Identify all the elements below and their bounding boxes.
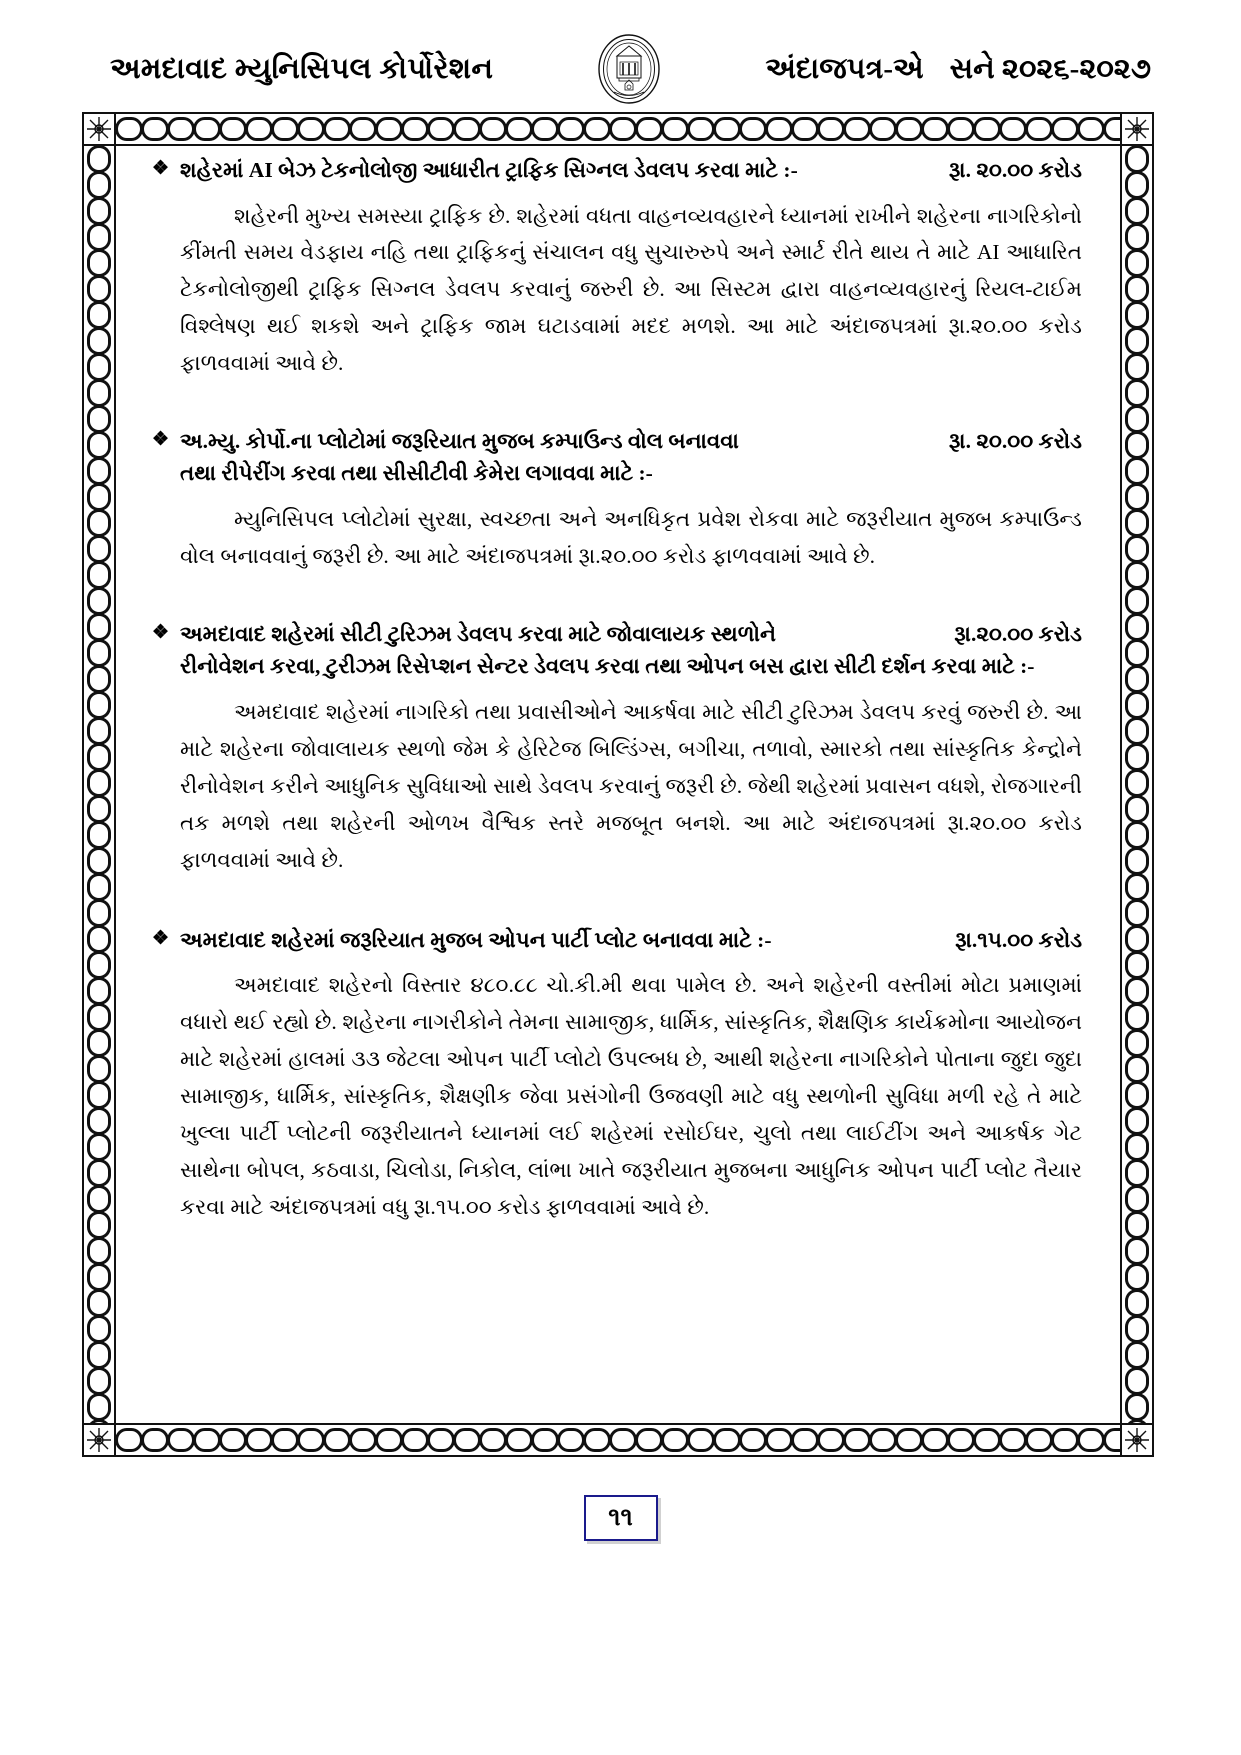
chain-link [219, 1428, 247, 1452]
chain-link [869, 117, 897, 141]
chain-link [661, 1428, 689, 1452]
chain-link [87, 197, 111, 225]
chain-link [1125, 431, 1149, 459]
chain-link [245, 117, 273, 141]
chain-link [583, 117, 611, 141]
chain-link [1125, 197, 1149, 225]
chain-link [219, 117, 247, 141]
chain-link [1125, 665, 1149, 693]
chain-link [1051, 1428, 1079, 1452]
chain-link [87, 1289, 111, 1317]
chain-link [87, 613, 111, 641]
chain-link [87, 717, 111, 745]
chain-link [1125, 457, 1149, 485]
chain-link [947, 117, 975, 141]
chain-link [427, 1428, 455, 1452]
chain-link [1125, 1055, 1149, 1083]
budget-item-title: અમદાવાદ શહેરમાં જરૂરિયાત મુજબ ઓપન પાર્ટી પ્લોટ બનાવવા માટે :- [180, 927, 772, 952]
chain-link [973, 117, 1001, 141]
chain-left [86, 146, 112, 1423]
chain-top [116, 116, 1120, 142]
chain-link [1125, 146, 1149, 173]
chain-link [87, 691, 111, 719]
corner-ornament-top-right [1120, 112, 1154, 146]
chain-link [1125, 1341, 1149, 1369]
chain-link [87, 457, 111, 485]
chain-link [1077, 117, 1105, 141]
chain-link [375, 1428, 403, 1452]
chain-link [1125, 483, 1149, 511]
chain-link [87, 1185, 111, 1213]
chain-link [427, 117, 455, 141]
chain-link [1125, 249, 1149, 277]
chain-link [87, 171, 111, 199]
chain-link [87, 925, 111, 953]
chain-link [1077, 1428, 1105, 1452]
corner-ornament-bottom-left [82, 1423, 116, 1457]
budget-item-amount: રૂા. ૨૦.૦૦ કરોડ [948, 158, 1082, 182]
header-organization-title: અમદાવાદ મ્યુનિસિપલ કોર્પોરેશન [110, 52, 494, 85]
chain-link [87, 509, 111, 537]
corner-ornament-bottom-right [1120, 1423, 1154, 1457]
chain-link [1025, 117, 1053, 141]
budget-item [152, 155, 1082, 382]
chain-link [349, 117, 377, 141]
chain-link [635, 1428, 663, 1452]
chain-link [193, 117, 221, 141]
chain-link [1125, 1159, 1149, 1187]
budget-item-amount: રૂા.૧૫.૦૦ કરોડ [955, 927, 1082, 952]
chain-link [1125, 899, 1149, 927]
budget-item-title: અ.મ્યુ. કોર્પો.ના પ્લોટોમાં જરૂરિયાત મુજબ કમ્પાઉન્ડ વોલ બનાવવા [180, 429, 739, 454]
budget-item-amount: રૂા. ૨૦.૦૦ કરોડ [948, 429, 1082, 454]
chain-link [1125, 405, 1149, 433]
chain-link [1125, 561, 1149, 589]
chain-link [297, 117, 325, 141]
budget-item-description: શહેરની મુખ્ય સમસ્યા ટ્રાફિક છે. શહેરમાં વધતા વાહનવ્યવહારને ધ્યાનમાં રાખીને શહેરના નાગરિકોનો કીંમતી સમય વેડફાય નહિ તથા ટ્રાફિકનું સંચાલન વધુ સુચારુરુપે અને સ્માર્ટ રીતે થાય તે માટે AI આધારિત ટેકનોલોજીથી ટ્રાફિક સિગ્નલ ડેવલપ કરવાનું જરુરી છે. આ સિસ્ટમ દ્વારા વાહનવ્યવહારનું રિયલ-ટાઈમ વિશ્લેષણ થઈ શકશે અને ટ્રાફિક જામ ઘટાડવામાં મદદ મળશે. આ માટે અંદાજપત્રમાં રૂા.૨૦.૦૦ કરોડ ફાળવવામાં આવે છે. [180, 203, 1082, 376]
chain-link [141, 117, 169, 141]
chain-link [609, 117, 637, 141]
chain-link [87, 795, 111, 823]
chain-link [87, 301, 111, 329]
chain-link [1125, 873, 1149, 901]
chain-link [87, 587, 111, 615]
chain-link [1051, 117, 1079, 141]
chain-link [1125, 587, 1149, 615]
amc-emblem-icon [592, 32, 666, 106]
chain-link [87, 1237, 111, 1265]
chain-link [271, 1428, 299, 1452]
chain-link [1125, 743, 1149, 771]
chain-link [1125, 1107, 1149, 1135]
chain-link [87, 899, 111, 927]
chain-link [245, 1428, 273, 1452]
chain-link [349, 1428, 377, 1452]
budget-item-title: અમદાવાદ શહેરમાં સીટી ટુરિઝમ ડેવલપ કરવા માટે જોવાલાયક સ્થળોને [180, 622, 776, 647]
chain-link [1125, 925, 1149, 953]
budget-item [152, 619, 1082, 879]
chain-link [87, 1263, 111, 1291]
header-budget-title [765, 53, 1151, 86]
budget-item-description: અમદાવાદ શહેરનો વિસ્તાર ૪૮૦.૮૮ ચો.કી.મી થવા પામેલ છે. અને શહેરની વસ્તીમાં મોટા પ્રમાણમાં વધારો થઈ રહ્યો છે. શહેરના નાગરીકોને તેમના સામાજીક, ધાર્મિક, સાંસ્કૃતિક, શૈક્ષણિક કાર્યક્રમોના આયોજન માટે શહેરમાં હાલમાં ૩૩ જેટલા ઓપન પાર્ટી પ્લોટો ઉપલ્બધ છે, આથી શહેરના નાગરિકોને પોતાના જુદા જુદા સામાજીક, ધાર્મિક, સાંસ્કૃતિક, શૈક્ષણીક જેવા પ્રસંગોની ઉજવણી માટે વધુ સ્થળોની સુવિધા મળી રહે તે માટે ખુલ્લા પાર્ટી પ્લોટની જરૂરીયાતને ધ્યાનમાં લઈ શહેરમાં રસોઈઘર, ચુલો તથા લાઈટીંગ અને આકર્ષક ગેટ સાથેના બોપલ, કઠવાડા, ચિલોડા, નિકોલ, લાંભા ખાતે જરૂરીયાત મુજબના આધુનિક ઓપન પાર્ટી પ્લોટ તૈયાર કરવા માટે અંદાજપત્રમાં વધુ રૂા.૧૫.૦૦ કરોડ ફાળવવામાં આવે છે. [180, 973, 1082, 1219]
chain-link [87, 379, 111, 407]
chain-link [87, 223, 111, 251]
chain-link [765, 1428, 793, 1452]
chain-link [739, 1428, 767, 1452]
chain-link [1125, 717, 1149, 745]
chain-link [87, 353, 111, 381]
chain-link [843, 1428, 871, 1452]
chain-link [87, 1133, 111, 1161]
budget-item-heading [152, 619, 1082, 650]
chain-link [687, 117, 715, 141]
chain-link [141, 1428, 169, 1452]
header-budget-year: સને ૨૦૨૬-૨૦૨૭ [949, 52, 1151, 85]
budget-item-title: શહેરમાં AI બેઝ ટેકનોલોજી આધારીત ટ્રાફિક સિગ્નલ ડેવલપ કરવા માટે :- [180, 158, 798, 182]
chain-link [193, 1428, 221, 1452]
chain-link [87, 769, 111, 797]
chain-link [921, 1428, 949, 1452]
chain-link [323, 1428, 351, 1452]
budget-item-amount: રૂા.૨૦.૦૦ કરોડ [954, 622, 1082, 647]
budget-item-heading [152, 155, 1082, 186]
chain-link [531, 117, 559, 141]
chain-link [713, 117, 741, 141]
chain-link [87, 847, 111, 875]
header-budget-label: અંદાજપત્ર-એ [765, 52, 924, 85]
chain-link [999, 117, 1027, 141]
chain-link [375, 117, 403, 141]
chain-link [87, 249, 111, 277]
chain-link [583, 1428, 611, 1452]
chain-link [116, 117, 143, 141]
chain-link [869, 1428, 897, 1452]
chain-link [765, 117, 793, 141]
chain-link [1125, 1289, 1149, 1317]
chain-link [87, 1159, 111, 1187]
chain-link [1103, 1428, 1120, 1452]
chain-link [999, 1428, 1027, 1452]
chain-link [401, 1428, 429, 1452]
budget-item-subtitle: રીનોવેશન કરવા, ટુરીઝમ રિસેપ્શન સેન્ટર ડેવલપ કરવા તથા ઓપન બસ દ્વારા સીટી દર્શન કરવા માટે :- [180, 653, 1035, 678]
chain-link [453, 1428, 481, 1452]
budget-item-heading [152, 925, 1082, 956]
chain-bottom [116, 1427, 1120, 1453]
chain-link [167, 117, 195, 141]
chain-link [1125, 275, 1149, 303]
budget-items-list [152, 155, 1082, 1252]
chain-link [1125, 353, 1149, 381]
chain-link [1125, 1367, 1149, 1395]
chain-link [401, 117, 429, 141]
chain-link [297, 1428, 325, 1452]
chain-link [1125, 1315, 1149, 1343]
bullet-icon: ❖ [152, 622, 170, 644]
budget-item [152, 925, 1082, 1226]
page-header [110, 30, 1151, 108]
bullet-icon: ❖ [152, 429, 170, 451]
chain-link [87, 1341, 111, 1369]
chain-link [1125, 223, 1149, 251]
chain-link [505, 117, 533, 141]
chain-link [1125, 795, 1149, 823]
chain-link [1025, 1428, 1053, 1452]
chain-link [1125, 1133, 1149, 1161]
budget-item [152, 426, 1082, 575]
chain-link [1125, 613, 1149, 641]
chain-link [1125, 977, 1149, 1005]
chain-link [661, 117, 689, 141]
chain-link [87, 1029, 111, 1057]
chain-link [687, 1428, 715, 1452]
chain-link [87, 873, 111, 901]
chain-link [271, 117, 299, 141]
chain-link [87, 1081, 111, 1109]
chain-link [635, 117, 663, 141]
chain-link [87, 483, 111, 511]
chain-link [557, 1428, 585, 1452]
chain-link [479, 1428, 507, 1452]
chain-link [87, 405, 111, 433]
chain-link [87, 1393, 111, 1421]
chain-link [87, 977, 111, 1005]
chain-link [1125, 1263, 1149, 1291]
chain-link [1125, 769, 1149, 797]
chain-link [87, 951, 111, 979]
chain-link [1125, 1185, 1149, 1213]
chain-link [531, 1428, 559, 1452]
chain-link [1125, 509, 1149, 537]
chain-link [791, 117, 819, 141]
chain-link [87, 743, 111, 771]
chain-link [87, 1211, 111, 1239]
chain-link [87, 146, 111, 173]
chain-link [895, 117, 923, 141]
chain-link [479, 117, 507, 141]
budget-item-heading [152, 426, 1082, 457]
chain-link [1103, 117, 1120, 141]
chain-link [1125, 639, 1149, 667]
chain-link [87, 431, 111, 459]
chain-link [739, 117, 767, 141]
chain-link [87, 275, 111, 303]
chain-link [1125, 821, 1149, 849]
chain-link [1125, 1237, 1149, 1265]
chain-link [87, 1367, 111, 1395]
chain-link [87, 665, 111, 693]
chain-link [167, 1428, 195, 1452]
chain-link [947, 1428, 975, 1452]
chain-link [87, 1055, 111, 1083]
bullet-icon: ❖ [152, 158, 170, 179]
budget-item-subtitle: તથા રીપેરીંગ કરવા તથા સીસીટીવી કેમેરા લગાવવા માટે :- [180, 460, 653, 485]
page-number: ૧૧ [608, 1504, 633, 1531]
chain-link [87, 639, 111, 667]
chain-link [1125, 379, 1149, 407]
chain-link [1125, 1393, 1149, 1421]
budget-item-description: અમદાવાદ શહેરમાં નાગરિકો તથા પ્રવાસીઓને આકર્ષવા માટે સીટી ટુરિઝમ ડેવલપ કરવું જરુરી છે. આ માટે શહેરના જોવાલાયક સ્થળો જેમ કે હેરિટેજ બિલ્ડિંગ્સ, બગીચા, તળાવો, સ્મારકો તથા સાંસ્કૃતિક કેન્દ્રોને રીનોવેશન કરીને આધુનિક સુવિધાઓ સાથે ડેવલપ કરવાનું જરૂરી છે. જેથી શહેરમાં પ્રવાસન વધશે, રોજગારની તક મળશે તથા શહેરની ઓળખ વૈશ્વિક સ્તરે મજબૂત બનશે. આ માટે અંદાજપત્રમાં રૂા.૨૦.૦૦ કરોડ ફાળવવામાં આવે છે. [180, 699, 1082, 872]
chain-link [921, 117, 949, 141]
budget-item-description: મ્યુનિસિપલ પ્લોટોમાં સુરક્ષા, સ્વચ્છતા અને અનધિકૃત પ્રવેશ રોકવા માટે જરૂરીયાત મુજબ કમ્પાઉન્ડ વોલ બનાવવાનું જરૂરી છે. આ માટે અંદાજપત્રમાં રૂા.૨૦.૦૦ કરોડ ફાળવવામાં આવે છે. [180, 507, 1082, 569]
chain-link [609, 1428, 637, 1452]
chain-link [895, 1428, 923, 1452]
chain-link [791, 1428, 819, 1452]
chain-link [1125, 171, 1149, 199]
chain-link [557, 117, 585, 141]
chain-link [453, 117, 481, 141]
chain-link [713, 1428, 741, 1452]
chain-link [1125, 951, 1149, 979]
chain-link [1125, 691, 1149, 719]
chain-link [87, 535, 111, 563]
chain-link [973, 1428, 1001, 1452]
page-number-box [584, 1495, 658, 1541]
chain-link [505, 1428, 533, 1452]
chain-right [1124, 146, 1150, 1423]
chain-link [87, 327, 111, 355]
chain-link [87, 1315, 111, 1343]
chain-link [1125, 1211, 1149, 1239]
chain-link [87, 1003, 111, 1031]
chain-link [817, 1428, 845, 1452]
chain-link [1125, 1081, 1149, 1109]
chain-link [1125, 1029, 1149, 1057]
chain-link [87, 1107, 111, 1135]
chain-link [843, 117, 871, 141]
chain-link [87, 821, 111, 849]
chain-link [817, 117, 845, 141]
chain-link [1125, 301, 1149, 329]
chain-link [87, 561, 111, 589]
chain-link [1125, 327, 1149, 355]
chain-link [323, 117, 351, 141]
bullet-icon: ❖ [152, 927, 170, 949]
chain-link [1125, 535, 1149, 563]
chain-link [116, 1428, 143, 1452]
chain-link [1125, 847, 1149, 875]
corner-ornament-top-left [82, 112, 116, 146]
chain-link [1125, 1003, 1149, 1031]
